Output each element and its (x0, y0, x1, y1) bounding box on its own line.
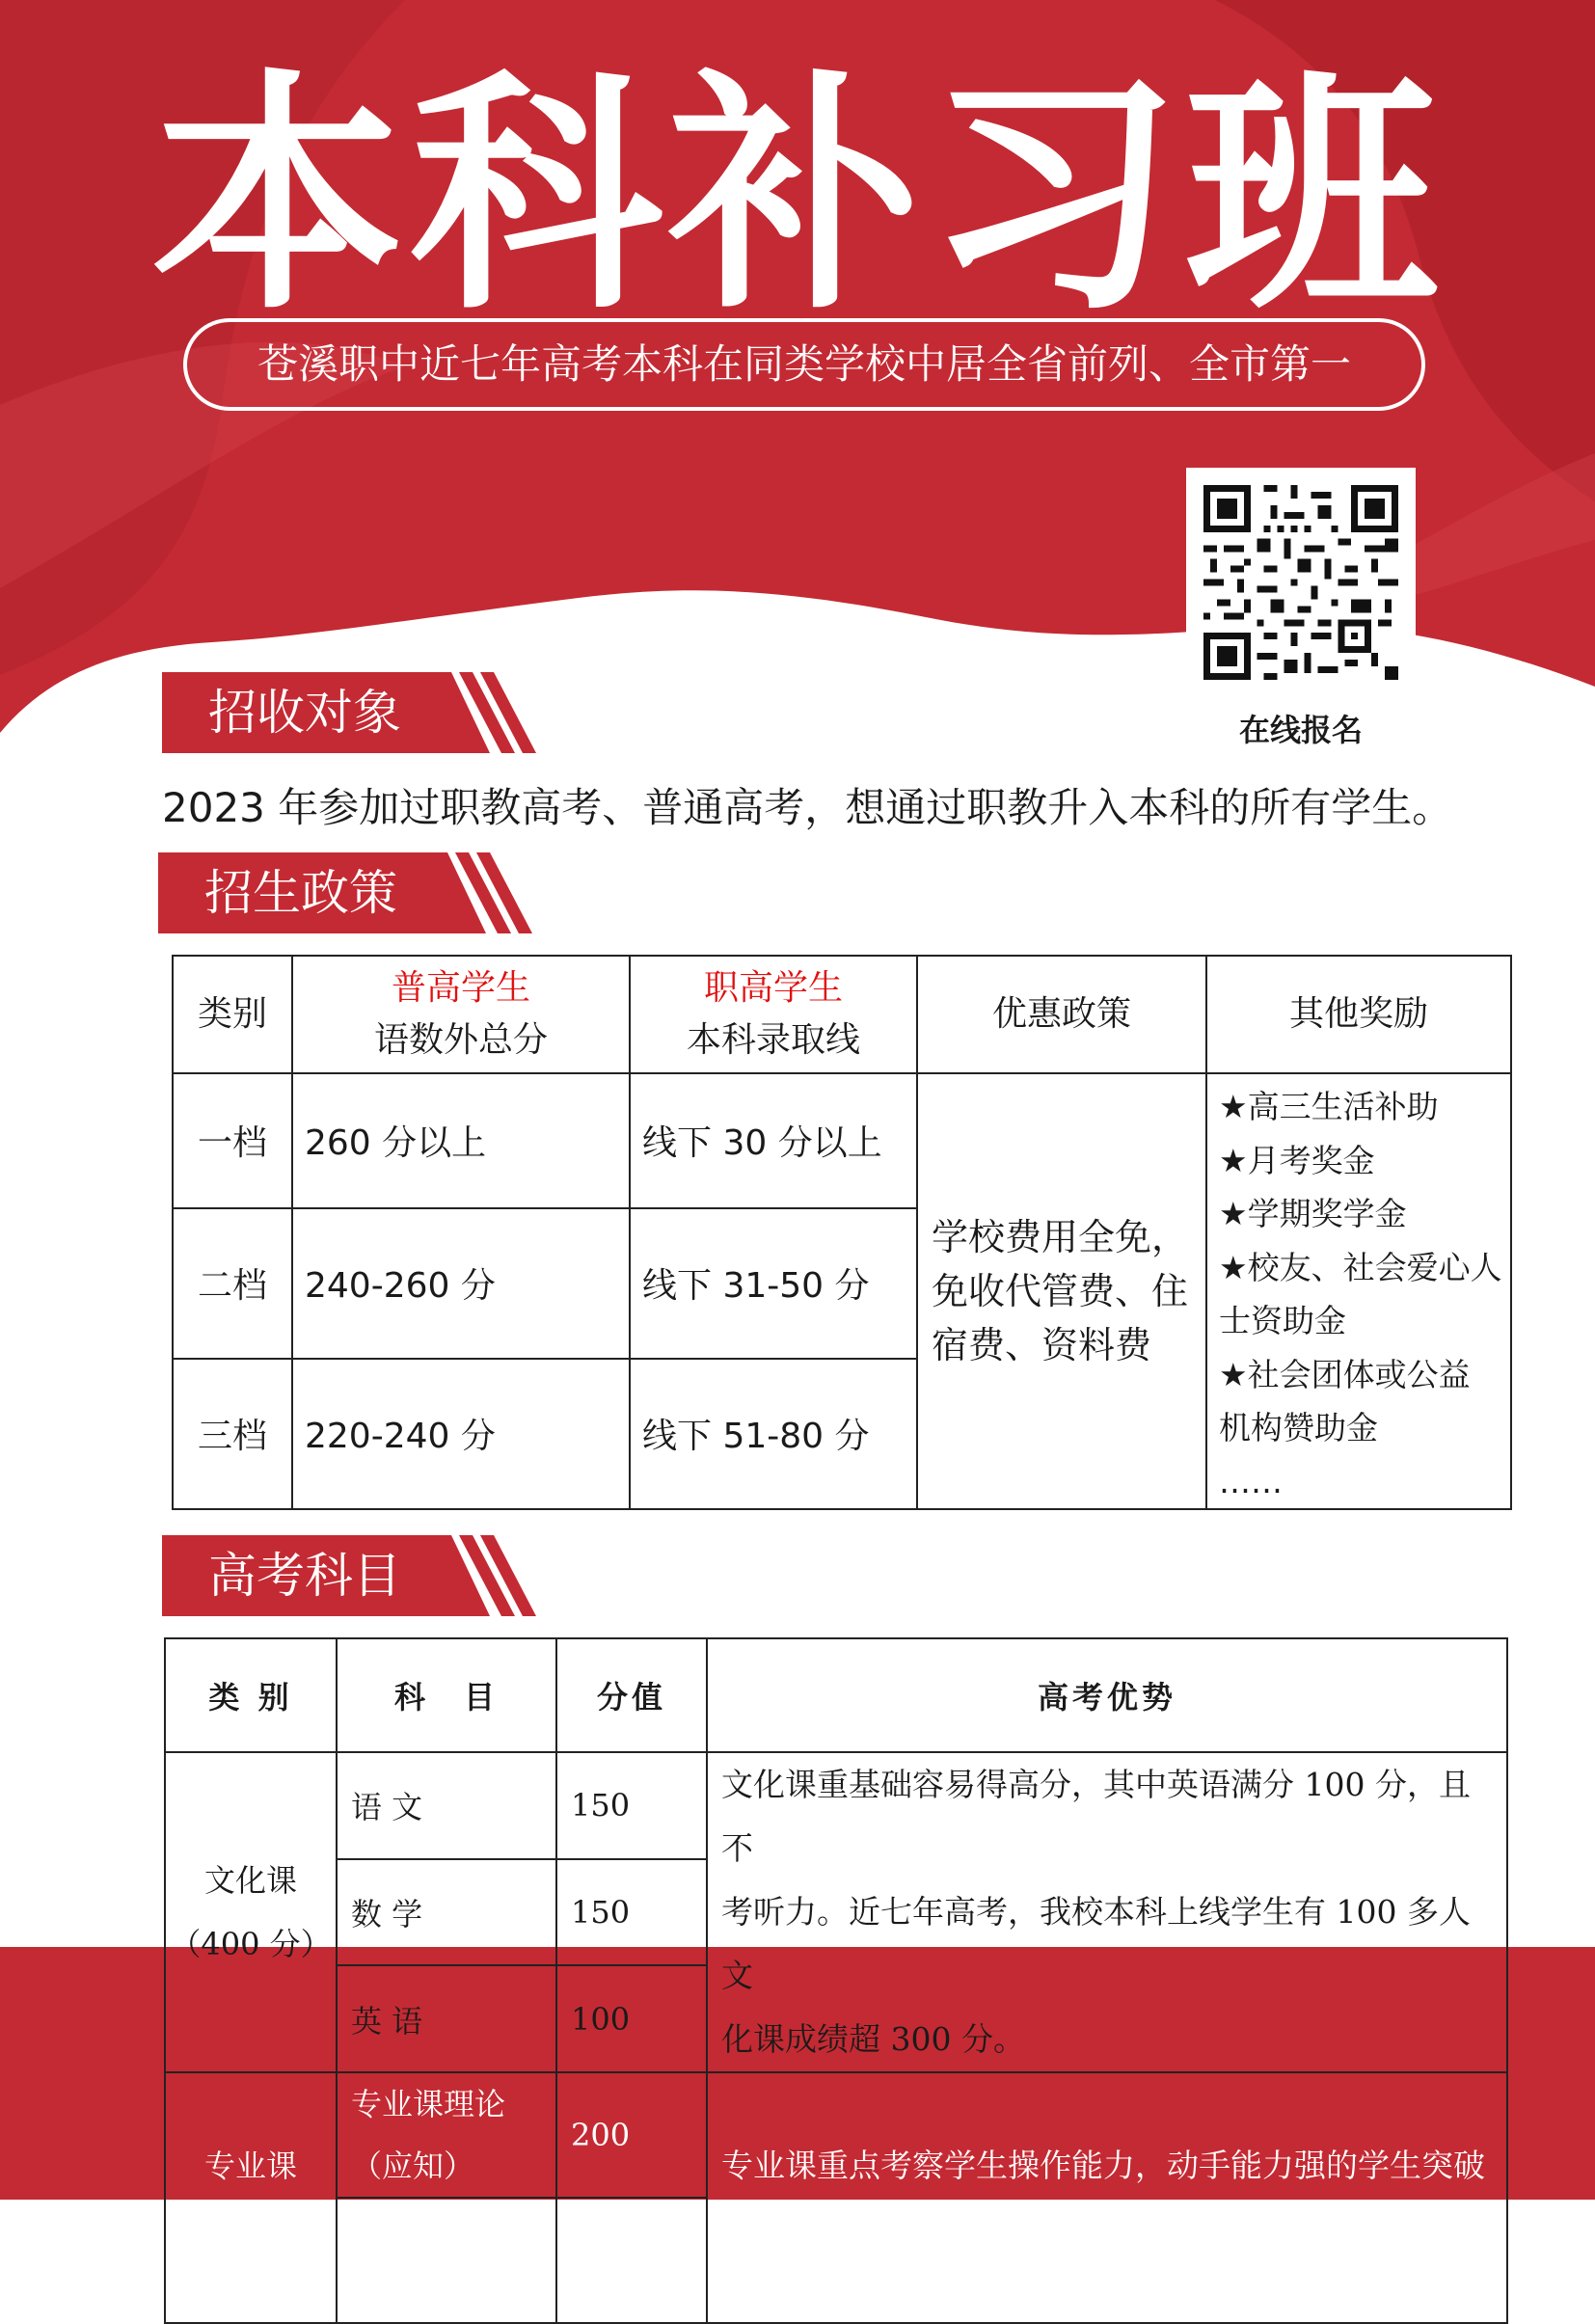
header-advantage: 高考优势 (707, 1638, 1507, 1752)
subject-line: 专业课技能 (351, 2211, 506, 2248)
header-vocational-red: 职高学生 (703, 968, 843, 1008)
professional-group-total: （350 分） (170, 2211, 332, 2248)
advantage-line: 文化课重基础容易得高分，其中英语满分 100 分，且不 (721, 1766, 1471, 1867)
general-score-cell: 260 分以上 (292, 1073, 630, 1208)
subject-cell (337, 2198, 556, 2323)
score-cell: 150 (556, 1752, 707, 1859)
header-other-rewards: 其他奖励 (1206, 956, 1511, 1073)
subject-line: （应知） (351, 2148, 475, 2184)
reward-line: ★社会团体或公益 (1219, 1355, 1471, 1393)
policy-header-row (173, 956, 1511, 1073)
reward-line: ★高三生活补助 (1219, 1088, 1439, 1125)
reward-line: ★学期奖学金 (1219, 1195, 1407, 1232)
reward-line: ★校友、社会爱心人 (1219, 1248, 1502, 1286)
header-vocational-sub: 本科录取线 (686, 1020, 860, 1060)
stripes-icon (447, 852, 573, 933)
policy-table (172, 955, 1512, 1510)
score-cell: 150 (556, 1859, 707, 1966)
culture-advantage-cell (707, 1752, 1507, 2072)
header-general-red: 普高学生 (391, 968, 530, 1008)
general-score-cell: 240-260 分 (292, 1208, 630, 1359)
culture-group-total: （400 分） (170, 1926, 332, 1962)
vocational-line-cell: 线下 31-50 分 (630, 1208, 917, 1359)
reward-line: 士资助金 (1219, 1302, 1346, 1339)
header-category: 类 别 (165, 1638, 337, 1752)
table-row (165, 2072, 1507, 2198)
section-title-policy: 招生政策 (204, 865, 397, 921)
table-row (173, 1073, 1511, 1208)
professional-group-label: 专业课 (203, 2148, 297, 2184)
culture-group-cell (165, 1752, 337, 2072)
reward-line: …… (1219, 1462, 1283, 1500)
stripes-icon (451, 672, 577, 753)
qr-code[interactable] (1186, 468, 1416, 697)
tier-cell: 二档 (173, 1208, 292, 1359)
header-vocational-students (630, 956, 917, 1073)
subject-cell: 语 文 (337, 1752, 556, 1859)
culture-group-label: 文化课 (203, 1862, 297, 1899)
preferential-line: 免收代管费、住 (932, 1270, 1189, 1312)
subject-line: （应会） (351, 2273, 475, 2310)
preferential-line: 学校费用全免， (932, 1216, 1189, 1258)
score-cell: 100 (556, 1965, 707, 2072)
header-preferential: 优惠政策 (917, 956, 1206, 1073)
table-row (165, 1752, 1507, 1859)
header-general-students (292, 956, 630, 1073)
slogan-banner: 苍溪职中近七年高考本科在同类学校中居全省前列、全市第一 (183, 318, 1425, 411)
section-title-subjects: 高考科目 (208, 1548, 401, 1604)
other-rewards-cell (1206, 1073, 1511, 1509)
professional-group-cell (165, 2072, 337, 2323)
stripes-icon (451, 1535, 577, 1616)
tier-cell: 三档 (173, 1359, 292, 1509)
advantage-line: 化课成绩超 300 分。 (721, 2020, 1025, 2058)
subjects-header-row (165, 1638, 1507, 1752)
subject-line: 专业课理论 (351, 2086, 506, 2122)
reward-line: 机构赞助金 (1219, 1409, 1378, 1446)
preferential-policy-cell (917, 1073, 1206, 1509)
subject-cell: 数 学 (337, 1859, 556, 1966)
advantage-line: 考听力。近七年高考，我校本科上线学生有 100 多人文 (721, 1893, 1471, 1994)
advantage-line: 专业课重点考察学生操作能力，动手能力强的学生突破 (721, 2147, 1485, 2184)
subject-cell: 英 语 (337, 1965, 556, 2072)
target-description: 2023 年参加过职教高考、普通高考，想通过职教升入本科的所有学生。 (162, 784, 1453, 831)
score-cell: 150 (556, 2198, 707, 2323)
advantage-line: 快。近五年高考专业总分平均 300+。 (721, 2210, 1265, 2248)
page-title: 本科补习班 (151, 46, 1444, 343)
score-cell: 200 (556, 2072, 707, 2198)
subject-cell (337, 2072, 556, 2198)
header-general-sub: 语数外总分 (373, 1020, 548, 1060)
header-subject: 科 目 (337, 1638, 556, 1752)
tier-cell: 一档 (173, 1073, 292, 1208)
preferential-line: 宿费、资料费 (932, 1324, 1152, 1366)
general-score-cell: 220-240 分 (292, 1359, 630, 1509)
section-title-target: 招收对象 (208, 685, 401, 741)
professional-advantage-cell (707, 2072, 1507, 2323)
qr-code-label: 在线报名 (1238, 712, 1363, 748)
header-score: 分值 (556, 1638, 707, 1752)
subjects-table (164, 1637, 1508, 2324)
reward-line: ★月考奖金 (1219, 1141, 1375, 1179)
header-category: 类别 (173, 956, 292, 1073)
qr-code-icon (1203, 485, 1398, 680)
vocational-line-cell: 线下 30 分以上 (630, 1073, 917, 1208)
vocational-line-cell: 线下 51-80 分 (630, 1359, 917, 1509)
